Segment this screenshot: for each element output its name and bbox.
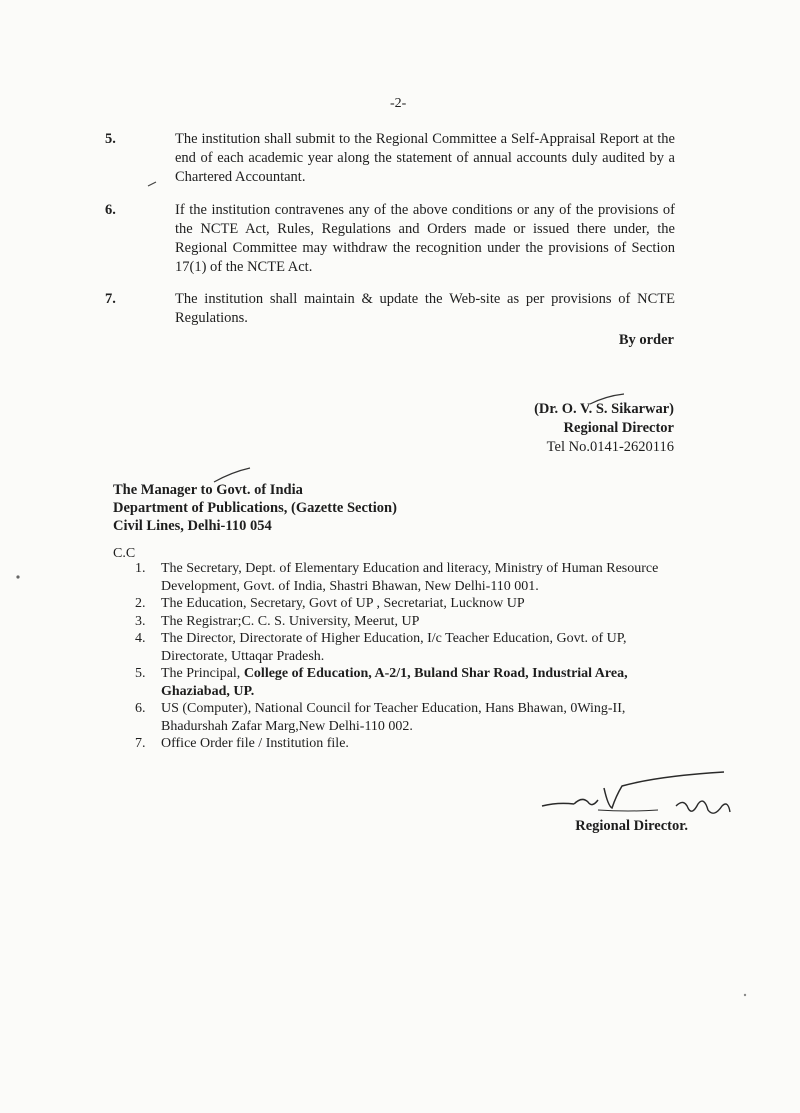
cc-item-text-prefix: The Principal, [161,666,244,681]
cc-item-number: 5. [135,666,146,681]
cc-item-text: The Registrar;C. C. S. University, Meerut, UP [161,613,420,629]
condition-text: If the institution contravenes any of the above conditions or any of the provisions of the NCTE Act, Rules, Regulations and Orders made or issued there under, the Regional Committee may withdraw the recognition under the provisions of Section 17(1) of the NCTE Act. [175,202,675,275]
cc-item-text: The Director, Directorate of Higher Education, I/c Teacher Education, Govt. of UP, Directorate, Uttaqar Pradesh. [161,631,627,664]
condition-number: 7. [105,291,116,307]
cc-item-number: 2. [135,596,146,611]
closing-designation: Regional Director. [575,818,688,834]
signatory-designation: Regional Director [563,420,674,436]
cc-item-text: US (Computer), National Council for Teacher Education, Hans Bhawan, 0Wing-II, Bhadurshah Zafar Marg,New Delhi-110 002. [161,701,626,734]
cc-item-number: 6. [135,701,146,716]
cc-item-number: 4. [135,631,146,646]
signatory-tel: Tel No.0141-2620116 [546,439,674,455]
condition-number: 5. [105,131,116,147]
addressee-line: The Manager to Govt. of India [113,482,303,498]
page-number: -2- [390,96,407,111]
addressee-line: Department of Publications, (Gazette Section) [113,500,397,516]
condition-number: 6. [105,202,116,218]
cc-item-text: The Education, Secretary, Govt of UP , Secretariat, Lucknow UP [161,596,525,611]
by-order: By order [618,332,674,348]
cc-label: C.C [113,546,136,561]
condition-text: The institution shall submit to the Regional Committee a Self-Appraisal Report at the end of each academic year along the statement of annual accounts duly audited by a Chartered Accountant. [175,131,675,185]
signatory-name: (Dr. O. V. S. Sikarwar) [534,401,674,417]
cc-item-number: 3. [135,613,146,629]
cc-item-text: The Secretary, Dept. of Elementary Education and literacy, Ministry of Human Resource Development, Govt. of India, Shastri Bhawan, New Delhi-110 001. [161,561,659,594]
cc-item-text-bold: College of Education, A-2/1, Buland Shar Road, Industrial Area, Ghaziabad, UP. [161,666,628,699]
cc-item-number: 1. [135,561,146,576]
cc-item-text: Office Order file / Institution file. [161,736,349,751]
cc-item-number: 7. [135,736,146,751]
addressee-line: Civil Lines, Delhi-110 054 [113,518,272,534]
condition-text: The institution shall maintain & update the Web-site as per provisions of NCTE Regulations. [175,291,675,326]
